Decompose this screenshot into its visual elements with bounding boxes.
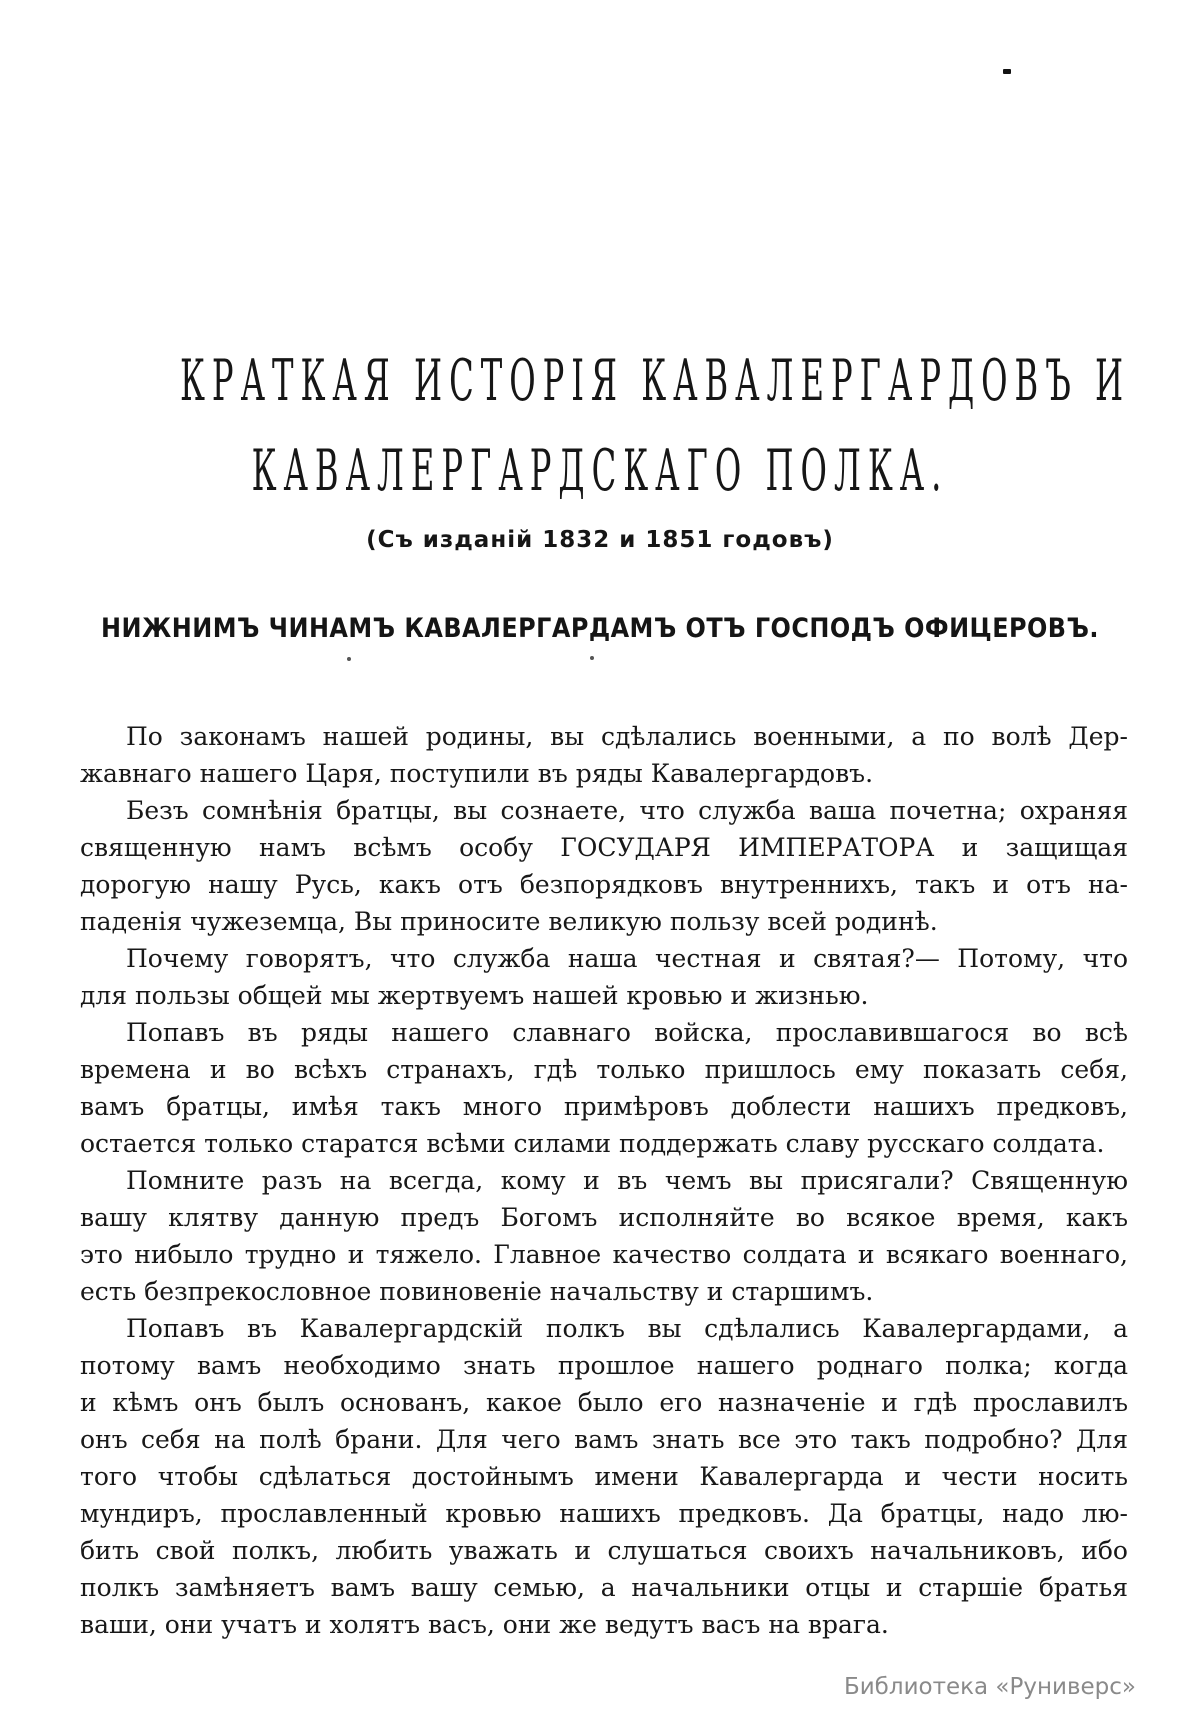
text-line: Безъ сомнѣнія братцы, вы сознаете, что служба ваша почетна; охраняя (126, 796, 1128, 825)
scan-artifact-speck (1003, 69, 1011, 74)
text-line: паденія чужеземца, Вы приносите великую пользу всей родинѣ. (80, 907, 938, 936)
text-line: священную намъ всѣмъ особу ГОСУДАРЯ ИМПЕРАТОРА и защищая (80, 833, 1128, 862)
body-text (80, 718, 1128, 1643)
text-line: полкъ замѣняетъ вамъ вашу семью, а начальники отцы и старшіе братья (80, 1573, 1128, 1602)
paragraph (80, 940, 1128, 1014)
text-line: онъ себя на полѣ брани. Для чего вамъ знать все это такъ подробно? Для (80, 1425, 1128, 1454)
text-line: это нибыло трудно и тяжело. Главное качество солдата и всякаго военнаго, (80, 1240, 1128, 1269)
paragraph (80, 1310, 1128, 1643)
text-line: бить свой полкъ, любить уважать и слушаться своихъ начальниковъ, ибо (80, 1536, 1128, 1565)
text-line: Попавъ въ Кавалергардскій полкъ вы сдѣлались Кавалергардами, а (126, 1314, 1128, 1343)
paragraph (80, 792, 1128, 940)
text-line: вашу клятву данную предъ Богомъ исполняйте во всякое время, какъ (80, 1203, 1128, 1232)
text-line: Почему говорятъ, что служба наша честная и святая?— Потому, что (126, 944, 1128, 973)
scan-artifact-dot (347, 657, 351, 661)
library-watermark: Библиотека «Руниверс» (843, 1674, 1136, 1700)
page-title (0, 335, 1200, 515)
text-line: вамъ братцы, имѣя такъ много примѣровъ доблести нашихъ предковъ, (80, 1092, 1128, 1121)
text-line: остается только старатся всѣми силами поддержать славу русскаго солдата. (80, 1129, 1105, 1158)
text-line: того чтобы сдѣлаться достойнымъ имени Кавалергарда и чести носить (80, 1462, 1128, 1491)
text-line: времена и во всѣхъ странахъ, гдѣ только пришлось ему показать себя, (80, 1055, 1128, 1084)
text-line: жавнаго нашего Царя, поступили въ ряды Кавалергардовъ. (80, 759, 874, 788)
text-line: ваши, они учатъ и холятъ васъ, они же ведутъ васъ на врага. (80, 1610, 889, 1639)
text-line: дорогую нашу Русь, какъ отъ безпорядковъ внутреннихъ, такъ и отъ на- (80, 870, 1128, 899)
text-line: Помните разъ на всегда, кому и въ чемъ вы присягали? Священную (126, 1166, 1128, 1195)
dedication-heading: НИЖНИМЪ ЧИНАМЪ КАВАЛЕРГАРДАМЪ ОТЪ ГОСПОДЪ ОФИЦЕРОВЪ. (101, 613, 1099, 645)
page-title-line-1: КРАТКАЯ ИСТОРІЯ КАВАЛЕРГАРДОВЪ И (180, 346, 1131, 414)
text-line: Попавъ въ ряды нашего славнаго войска, прославившагося во всѣ (126, 1018, 1128, 1047)
page-title-line-2: КАВАЛЕРГАРДСКАГО ПОЛКА. (251, 436, 949, 504)
text-line: потому вамъ необходимо знать прошлое нашего роднаго полка; когда (80, 1351, 1128, 1380)
text-line: и кѣмъ онъ былъ основанъ, какое было его назначеніе и гдѣ прославилъ (80, 1388, 1128, 1417)
text-line: для пользы общей мы жертвуемъ нашей кровью и жизнью. (80, 981, 869, 1010)
text-line: По законамъ нашей родины, вы сдѣлались военными, а по волѣ Дер- (126, 722, 1128, 751)
text-line: мундиръ, прославленный кровью нашихъ предковъ. Да братцы, надо лю- (80, 1499, 1128, 1528)
edition-note: (Съ изданій 1832 и 1851 годовъ) (366, 527, 834, 553)
scan-artifact-dot (590, 656, 594, 660)
paragraph (80, 1162, 1128, 1310)
paragraph (80, 718, 1128, 792)
text-line: есть безпрекословное повиновеніе начальству и старшимъ. (80, 1277, 874, 1306)
paragraph (80, 1014, 1128, 1162)
